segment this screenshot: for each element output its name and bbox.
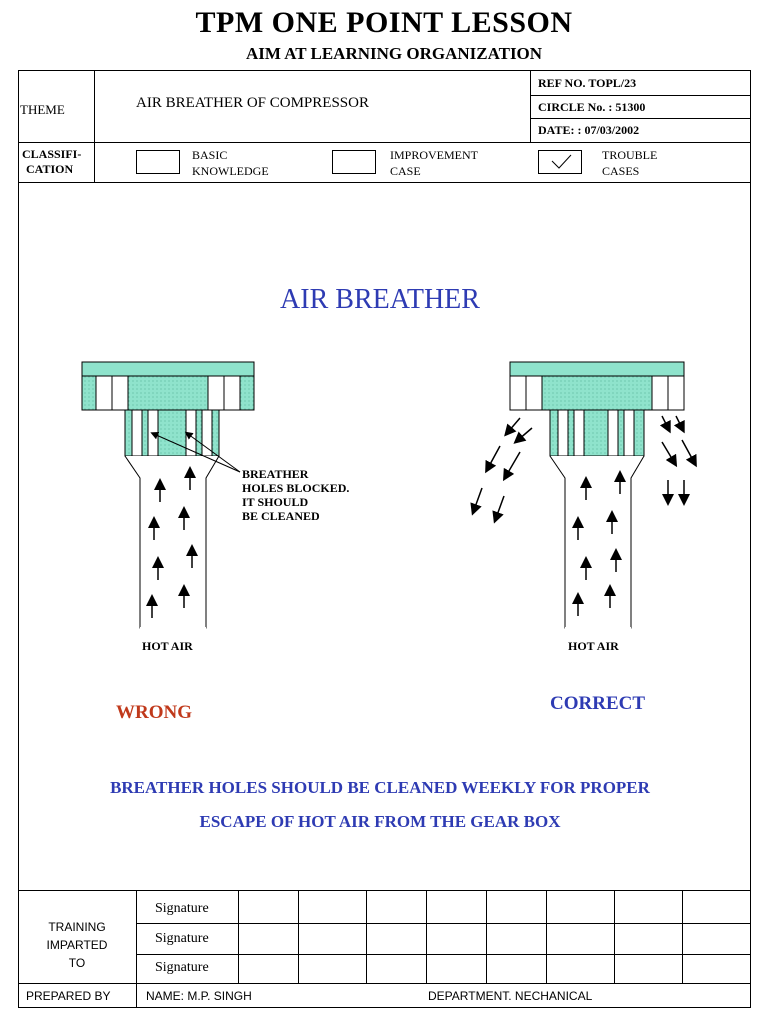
footer-col-2 bbox=[298, 890, 299, 983]
ref-no: REF NO. TOPL/23 bbox=[538, 76, 637, 90]
training-label-3: TO bbox=[68, 956, 86, 970]
left-breather bbox=[82, 362, 254, 628]
classification-label-2: CATION bbox=[26, 162, 74, 176]
department: DEPARTMENT. NECHANICAL bbox=[428, 989, 593, 1003]
footer-col-0 bbox=[136, 890, 137, 1007]
circle-no: CIRCLE No. : 51300 bbox=[538, 100, 646, 114]
footer-col-6 bbox=[546, 890, 547, 983]
training-label-1: TRAINING bbox=[48, 920, 106, 934]
hot-air-left-label: HOT AIR bbox=[142, 639, 193, 653]
signature-label-1: Signature bbox=[155, 901, 209, 916]
trouble-cases-label-1: TROUBLE bbox=[602, 148, 658, 162]
footer-top-line bbox=[18, 890, 751, 891]
page-title: TPM ONE POINT LESSON bbox=[195, 6, 573, 39]
callout-line-2: HOLES BLOCKED. bbox=[242, 481, 350, 495]
footer-line-2 bbox=[136, 954, 751, 955]
training-label-2: IMPARTED bbox=[46, 938, 108, 952]
correct-label: CORRECT bbox=[550, 693, 646, 714]
signature-label-3: Signature bbox=[155, 960, 209, 975]
theme-value: AIR BREATHER OF COMPRESSOR bbox=[136, 95, 369, 111]
basic-knowledge-label-1: BASIC bbox=[192, 148, 228, 162]
classification-label-1: CLASSIFI- bbox=[22, 147, 82, 161]
footer-col-1 bbox=[238, 890, 239, 983]
improvement-case-label-2: CASE bbox=[390, 164, 421, 178]
right-breather bbox=[474, 362, 694, 628]
callout-line-1: BREATHER bbox=[242, 467, 309, 481]
footer-line-3 bbox=[18, 983, 751, 984]
basic-knowledge-label-2: KNOWLEDGE bbox=[192, 164, 269, 178]
diagram-heading: AIR BREATHER bbox=[280, 284, 480, 315]
footer-col-5 bbox=[486, 890, 487, 983]
prepared-by-label: PREPARED BY bbox=[26, 989, 111, 1003]
signature-label-2: Signature bbox=[155, 931, 209, 946]
callout-line-4: BE CLEANED bbox=[242, 509, 320, 523]
date: DATE: : 07/03/2002 bbox=[538, 123, 640, 137]
footer-col-4 bbox=[426, 890, 427, 983]
footer-col-8 bbox=[682, 890, 683, 983]
trouble-cases-label-2: CASES bbox=[602, 164, 640, 178]
footer-line-1 bbox=[136, 923, 751, 924]
wrong-label: WRONG bbox=[116, 702, 192, 723]
footer-col-3 bbox=[366, 890, 367, 983]
page-subtitle: AIM AT LEARNING ORGANIZATION bbox=[245, 44, 543, 63]
note-line-1: BREATHER HOLES SHOULD BE CLEANED WEEKLY FOR PROPER bbox=[110, 778, 650, 797]
theme-label: THEME bbox=[20, 102, 65, 117]
hot-air-right-label: HOT AIR bbox=[568, 639, 619, 653]
preparer-name: NAME: M.P. SINGH bbox=[146, 989, 252, 1003]
note-line-2: ESCAPE OF HOT AIR FROM THE GEAR BOX bbox=[199, 812, 561, 831]
improvement-case-label-1: IMPROVEMENT bbox=[390, 148, 479, 162]
footer-col-7 bbox=[614, 890, 615, 983]
callout-line-3: IT SHOULD bbox=[242, 495, 309, 509]
